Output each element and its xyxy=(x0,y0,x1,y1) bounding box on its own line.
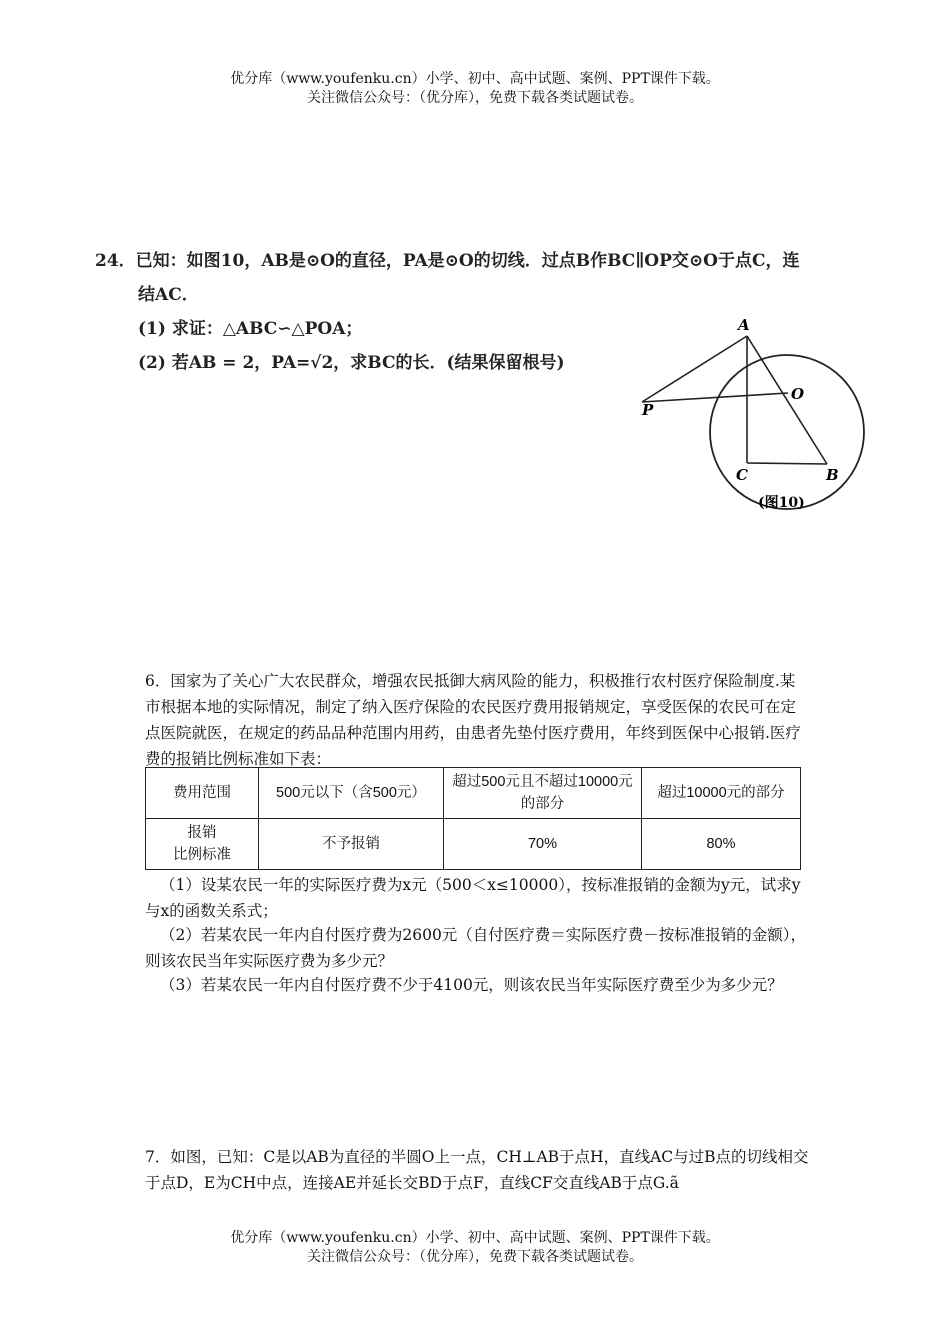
table-header-cell: 超过500元且不超过10000元的部分 xyxy=(444,768,642,819)
problem-6-intro: 6．国家为了关心广大农民群众，增强农民抵御大病风险的能力，积极推行农村医疗保险制度.某市根据本地的实际情况，制定了纳入医疗保险的农民医疗费用报销规定，享受医保的农民可在定点医院就医，在规定的药品品种范围内用药，由患者先垫付医疗费用，年终到医保中心报销.医疗费的报销比例标准如下表： xyxy=(145,672,801,768)
table-header-cell: 费用范围 xyxy=(146,768,259,819)
footer-line-2: 关注微信公众号：（优分库），免费下载各类试题试卷。 xyxy=(307,1249,643,1265)
table-row xyxy=(146,819,801,870)
problem-24-part-2: (2) 若AB = 2，PA=√2，求BC的长．(结果保留根号) xyxy=(138,353,565,373)
problem-6-question-3: （3）若某农民一年内自付医疗费不少于4100元，则该农民当年实际医疗费至少为多少元？ xyxy=(160,976,783,994)
figure-10 xyxy=(630,308,880,518)
row-label-line-2: 比例标准 xyxy=(173,847,231,863)
chord-bc xyxy=(747,463,827,464)
header-line-1: 优分库（www.youfenku.cn）小学、初中、高中试题、案例、PPT课件下载。 xyxy=(230,71,720,87)
problem-7-text: 7．如图，已知：C是以AB为直径的半圆O上一点，CH⊥AB于点H，直线AC与过B点的切线相交于点D，E为CH中点，连接AE并延长交BD于点F，直线CF交直线AB于点G.ã xyxy=(145,1148,809,1192)
figure-caption: (图10) xyxy=(758,495,805,511)
label-p: P xyxy=(642,401,654,419)
label-c: C xyxy=(736,466,748,484)
problem-24-line-2: 结AC． xyxy=(138,285,199,305)
problem-6-question-1: （1）设某农民一年的实际医疗费为x元（500＜x≤10000），按标准报销的金额为y元，试求y与x的函数关系式； xyxy=(145,876,801,920)
table-cell: 70% xyxy=(444,819,642,870)
problem-24-line-1: 24．已知：如图10，AB是⊙O的直径，PA是⊙O的切线．过点B作BC∥OP交⊙O于点C，连 xyxy=(95,251,800,271)
table-header-cell: 500元以下（含500元） xyxy=(259,768,444,819)
label-b: B xyxy=(826,466,839,484)
reimbursement-table xyxy=(145,767,801,870)
label-o: O xyxy=(791,385,805,403)
segment-po xyxy=(642,393,788,402)
page-footer xyxy=(0,1229,950,1267)
header-line-2: 关注微信公众号：（优分库），免费下载各类试题试卷。 xyxy=(307,90,643,106)
row-label-line-1: 报销 xyxy=(187,825,217,841)
circle-o xyxy=(710,355,864,509)
problem-24-part-1: (1) 求证：△ABC∽△POA； xyxy=(138,319,363,339)
table-header-row xyxy=(146,768,801,819)
table-row-label xyxy=(146,819,259,870)
table-cell: 不予报销 xyxy=(259,819,444,870)
label-a: A xyxy=(738,316,750,334)
table-header-cell: 超过10000元的部分 xyxy=(642,768,801,819)
page-header xyxy=(0,70,950,108)
footer-line-1: 优分库（www.youfenku.cn）小学、初中、高中试题、案例、PPT课件下载。 xyxy=(230,1230,720,1246)
problem-6-question-2: （2）若某农民一年内自付医疗费为2600元（自付医疗费＝实际医疗费－按标准报销的金额），则该农民当年实际医疗费为多少元？ xyxy=(145,926,807,970)
table-cell: 80% xyxy=(642,819,801,870)
tangent-pa xyxy=(642,336,747,402)
